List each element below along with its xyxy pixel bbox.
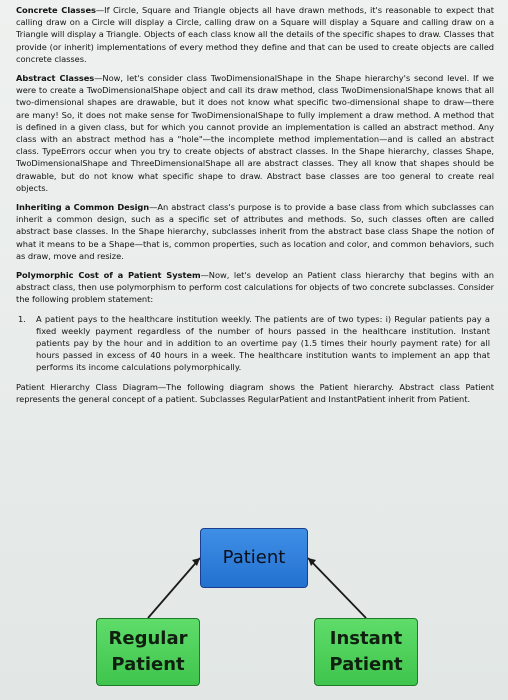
paragraph-concrete-classes <box>16 4 494 65</box>
instant-patient-class-box <box>314 618 418 686</box>
regular-patient-label-line1: Regular <box>108 628 188 649</box>
arrowhead-regular <box>192 558 200 566</box>
instant-patient-label-line2: Patient <box>329 654 403 675</box>
text-inheriting-design: —An abstract class's purpose is to provide a base class from which subclasses can inherit a common design, such as a specific set of attributes and methods. So, such classes often are called abstract base classes. In the Shape hierarchy, subclasses inherit from the abstract base class Shape the notion of what it means to be a Shape—that is, common properties, such as location and color, and common behaviors, such as draw, move and resize. <box>16 202 495 261</box>
list-text: A patient pays to the healthcare institution weekly. The patients are of two types: i) Regular patients pay a fixed weekly payment regardless of the number of hours passed in the healthcare institution. Instant patients pay by the hour and in addition to an overtime pay (1.5 times their hourly payment rate) for all hours passed in excess of 40 hours in a week. The healthcare institution wants to implement an app that performs its income calculations polymorphically. <box>36 313 490 373</box>
arrowhead-instant <box>308 558 316 566</box>
text-abstract-classes: —Now, let's consider class TwoDimensionalShape in the Shape hierarchy's second level. If we were to create a TwoDimensionalShape object and call its draw method, class TwoDimensionalShape knows that all two-dimensional shapes are drawable, but it does not know what specific two-dimensional shape to draw—there are many! So, it does not make sense for TwoDimensionalShape to fully implement a draw method. A method that is defined in a given class, but for which you cannot provide an implementation is called an abstract method. Any class with an abstract method has a "hole"—the incomplete method implementation—and is called an abstract class. TypeErrors occur when you try to create objects of abstract classes. In the Shape hierarchy, classes Shape, TwoDimensionalShape and ThreeDimensionalShape all are abstract classes. They all know that shapes should be drawable, but do not know what specific shape to draw. Abstract base classes are too general to create real objects. <box>16 73 494 193</box>
paragraph-inheriting-design <box>16 201 494 262</box>
text-concrete-classes: —If Circle, Square and Triangle objects all have drawn methods, it's reasonable to expect that calling draw on a Circle will display a Circle, calling draw on a Square will display a Square and calling draw on a Triangle will display a Triangle. Objects of each class know all the details of the specific shapes to draw. Classes that provide (or inherit) implementations of every method they define and that can be used to create objects are called concrete classes. <box>16 5 494 64</box>
regular-patient-label-line2: Patient <box>111 654 185 675</box>
text-polymorphic-cost: —Now, let's develop an Patient class hierarchy that begins with an abstract class, then use polymorphism to perform cost calculations for objects of two concrete subclasses. Consider the following problem statement: <box>16 270 494 305</box>
patient-class-label: Patient <box>222 547 286 568</box>
paragraph-polymorphic-cost <box>16 269 494 306</box>
paragraph-abstract-classes <box>16 72 494 194</box>
heading-abstract-classes: Abstract Classes <box>16 73 95 84</box>
heading-polymorphic-cost: Polymorphic Cost of a Patient System <box>16 270 201 281</box>
list-number: 1. <box>18 313 26 324</box>
instant-patient-label-line1: Instant <box>329 628 403 649</box>
heading-inheriting-design: Inheriting a Common Design <box>16 202 150 213</box>
heading-concrete-classes: Concrete Classes <box>16 5 96 15</box>
connector-regular <box>148 558 200 618</box>
patient-class-box <box>200 528 308 588</box>
document-content <box>16 4 494 412</box>
paragraph-diagram-intro: Patient Hierarchy Class Diagram—The following diagram shows the Patient hierarchy. Abstract class Patient represents the general concept of a patient. Subclasses RegularPatient and InstantPatient inherit from Patient. <box>16 381 494 404</box>
connector-instant <box>308 558 366 618</box>
regular-patient-class-box <box>96 618 200 686</box>
problem-list-item <box>16 313 494 374</box>
